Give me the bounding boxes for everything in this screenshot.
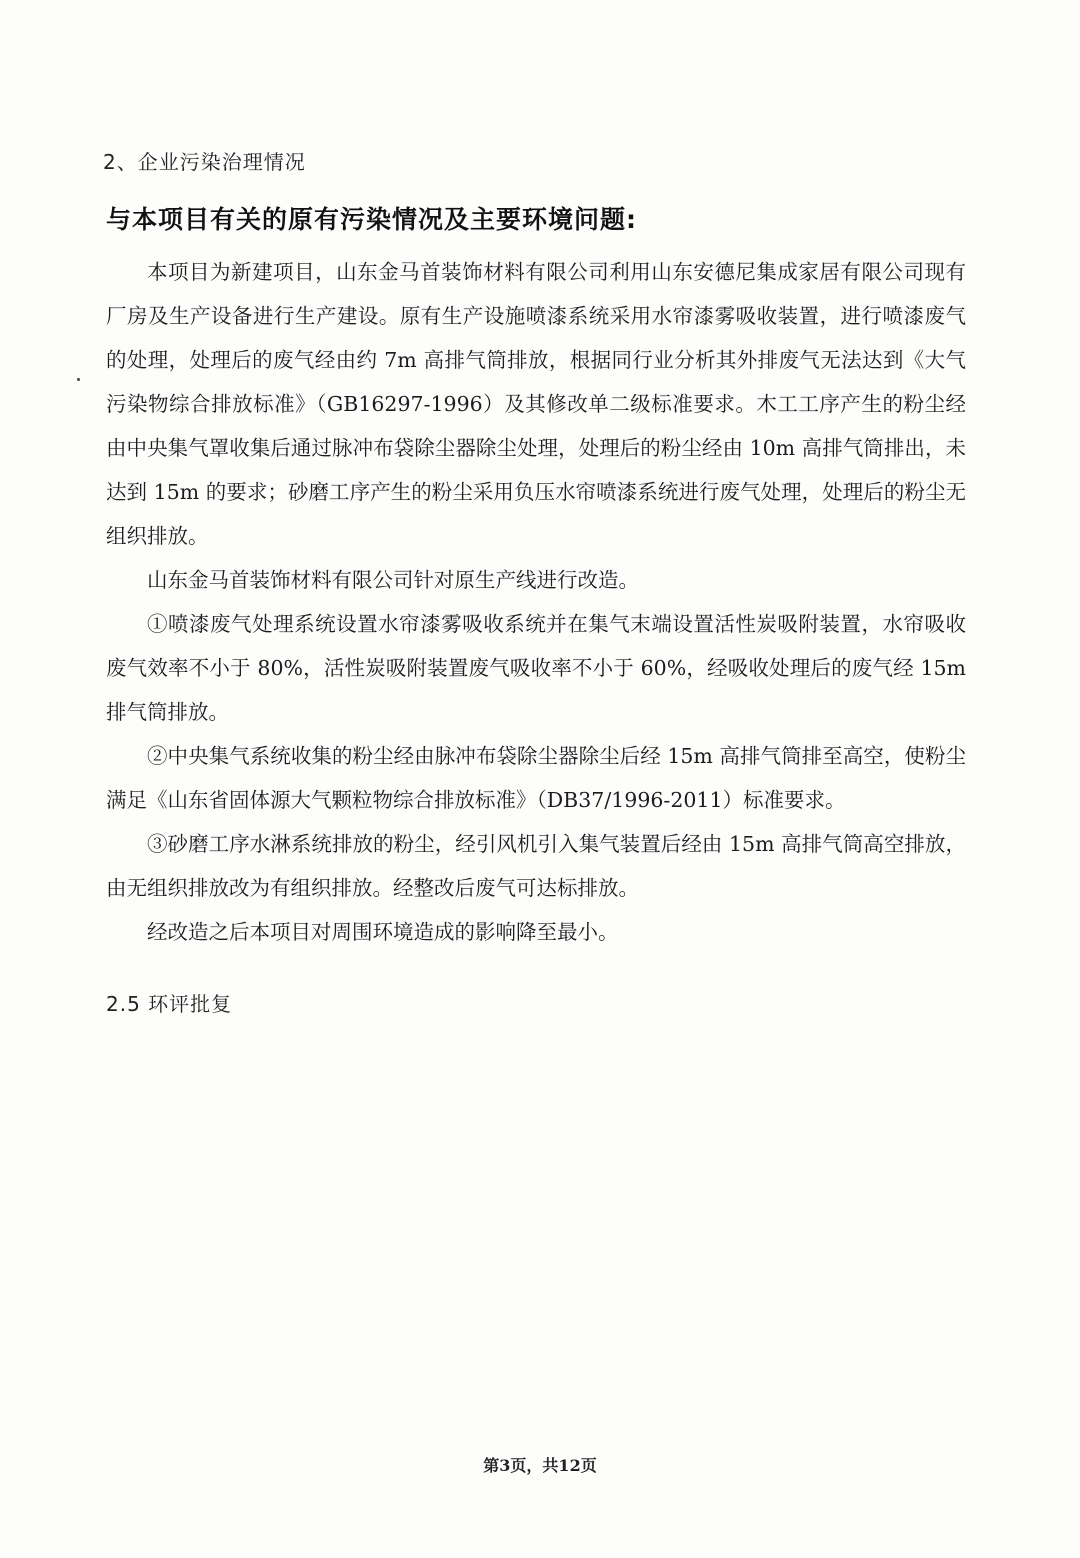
- paragraph-renovation: 山东金马首装饰材料有限公司针对原生产线进行改造。: [147, 568, 639, 592]
- subsection-title: 与本项目有关的原有污染情况及主要环境问题:: [106, 205, 637, 234]
- paragraph-item-2: ②中央集气系统收集的粉尘经由脉冲布袋除尘器除尘后经 15m 高排气筒排至高空，使粉尘满足《山东省固体源大气颗粒物综合排放标准》（DB37/1996-2011）标准要求。: [106, 744, 966, 812]
- section-heading-2: 2、企业污染治理情况: [103, 150, 306, 174]
- paragraph-item-3: ③砂磨工序水淋系统排放的粉尘，经引风机引入集气装置后经由 15m 高排气筒高空排放，由无组织排放改为有组织排放。经整改后废气可达标排放。: [106, 832, 966, 900]
- paragraph-item-1: ①喷漆废气处理系统设置水帘漆雾吸收系统并在集气末端设置活性炭吸附装置，水帘吸收废气效率不小于 80%，活性炭吸附装置废气吸收率不小于 60%，经吸收处理后的废气经 15m 排气筒排放。: [106, 612, 966, 724]
- scan-speck: [77, 378, 80, 381]
- paragraph-intro: 本项目为新建项目，山东金马首装饰材料有限公司利用山东安德尼集成家居有限公司现有厂房及生产设备进行生产建设。原有生产设施喷漆系统采用水帘漆雾吸收装置，进行喷漆废气的处理，处理后的废气经由约 7m 高排气筒排放，根据同行业分析其外排废气无法达到《大气污染物综合排放标准》（GB16297-1996）及其修改单二级标准要求。木工工序产生的粉尘经由中央集气罩收集后通过脉冲布袋除尘器除尘处理，处理后的粉尘经由 10m 高排气筒排出，未达到 15m 的要求；砂磨工序产生的粉尘采用负压水帘喷漆系统进行废气处理，处理后的粉尘无组织排放。: [106, 260, 966, 548]
- paragraph-conclusion: 经改造之后本项目对周围环境造成的影响降至最小。: [147, 920, 619, 944]
- page-footer: 第3页，共12页: [483, 1456, 597, 1475]
- body-text: [106, 250, 966, 954]
- section-heading-2-5: 2.5 环评批复: [106, 992, 233, 1016]
